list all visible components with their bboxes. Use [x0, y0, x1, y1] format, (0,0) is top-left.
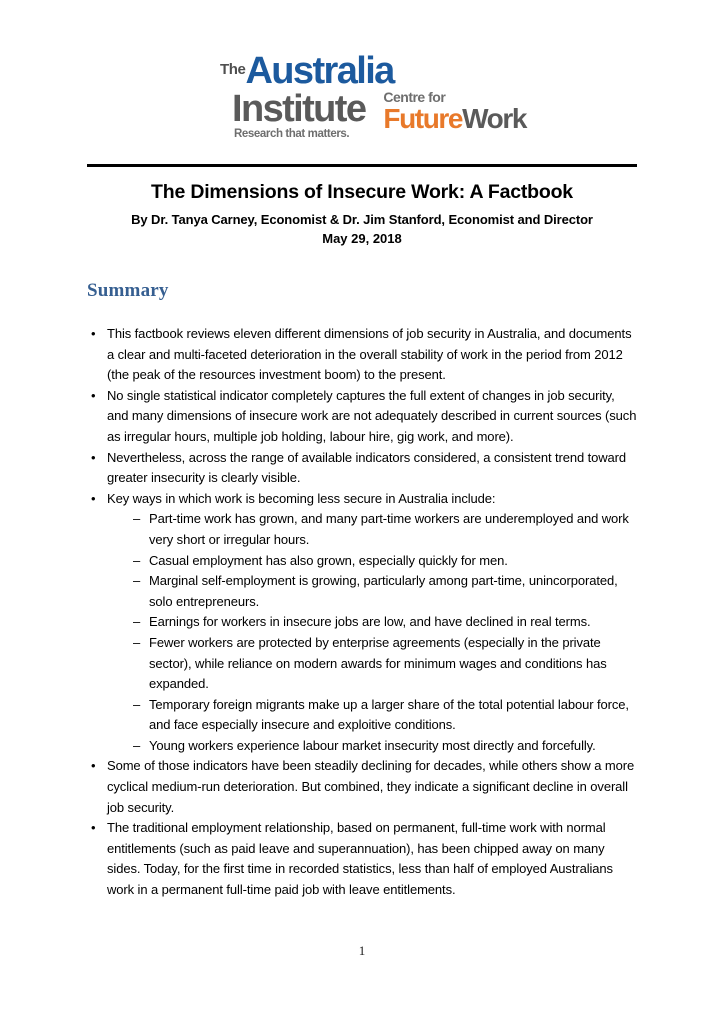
dash-marker-icon: – [133, 573, 141, 589]
list-item [87, 448, 639, 489]
logo-header [0, 52, 724, 144]
list-item [133, 571, 639, 612]
australia-institute-logo [212, 50, 526, 144]
dash-marker-icon: – [133, 696, 141, 712]
logo-centre-for-text: Centre for [383, 89, 446, 105]
list-item [87, 324, 639, 386]
logo-tagline-text: Research that matters. [234, 128, 350, 140]
bullet-marker-icon: • [91, 758, 96, 774]
logo-institute-text: Institute [232, 88, 366, 130]
logo-line-australia [212, 52, 512, 92]
logo-australia-text: Australia [245, 50, 394, 92]
logo-institute-block [212, 90, 365, 141]
authors-line: By Dr. Tanya Carney, Economist & Dr. Jim Stanford, Economist and Director [131, 212, 593, 228]
summary-bullet-list [87, 324, 639, 901]
dash-marker-icon: – [133, 614, 141, 630]
publication-date: May 29, 2018 [322, 231, 402, 247]
list-item [133, 736, 639, 757]
dash-marker-icon: – [133, 634, 141, 650]
list-item [133, 509, 639, 550]
list-item [87, 489, 639, 510]
list-item [87, 818, 639, 900]
list-item-text: Earnings for workers in insecure jobs are low, and have declined in real terms. [149, 614, 591, 630]
list-item-text: No single statistical indicator completely captures the full extent of changes in job security, and many dimensions of insecure work are not adequately described in current sources (such as irregular hours, multiple job holding, labour hire, gig work, and more). [107, 387, 637, 444]
list-item [133, 633, 639, 695]
summary-sub-bullet-list [87, 509, 639, 756]
logo-future-text: Future [383, 103, 463, 134]
list-item-text: Temporary foreign migrants make up a larger share of the total potential labour force, and face especially insecure and exploitive conditions. [149, 696, 629, 733]
list-item-text: Key ways in which work is becoming less secure in Australia include: [107, 490, 496, 506]
title-block [87, 180, 637, 249]
logo-work-text: Work [462, 103, 526, 134]
list-item [133, 612, 639, 633]
list-item-text: Young workers experience labour market insecurity most directly and forcefully. [149, 737, 596, 753]
list-item [87, 756, 639, 818]
dash-marker-icon: – [133, 552, 141, 568]
list-item [133, 695, 639, 736]
list-item-text: This factbook reviews eleven different dimensions of job security in Australia, and documents a clear and multi-faceted deterioration in the overall stability of work in the period from 2012 (the peak of the resources investment boom) to the present. [107, 326, 632, 383]
bullet-marker-icon: • [91, 490, 96, 506]
summary-heading: Summary [87, 280, 169, 301]
logo-line-institute-centre [212, 88, 526, 141]
list-item-text: Casual employment has also grown, especially quickly for men. [149, 552, 508, 568]
logo-future-work-text [383, 105, 526, 133]
header-divider-rule [87, 164, 637, 167]
bullet-marker-icon: • [91, 820, 96, 836]
page-title: The Dimensions of Insecure Work: A Factbook [151, 181, 573, 203]
bullet-marker-icon: • [91, 449, 96, 465]
bullet-marker-icon: • [91, 387, 96, 403]
dash-marker-icon: – [133, 737, 141, 753]
dash-marker-icon: – [133, 511, 141, 527]
list-item-text: Part-time work has grown, and many part-time workers are underemployed and work very short or irregular hours. [149, 511, 629, 547]
list-item-text: The traditional employment relationship, based on permanent, full-time work with normal entitlements (such as paid leave and superannuation), has been chipped away on many sides. Today, for the first time in recorded statistics, less than half of employed Australians work in a permanent full-time paid job with leave entitlements. [107, 820, 613, 898]
list-item-text: Marginal self-employment is growing, particularly among part-time, unincorporated, solo entrepreneurs. [149, 573, 618, 609]
bullet-marker-icon: • [91, 326, 96, 341]
logo-centre-for-future-work-block [383, 90, 526, 133]
list-item [87, 386, 639, 448]
logo-the-text: The [220, 61, 246, 78]
page-number: 1 [358, 943, 366, 958]
list-item-text: Some of those indicators have been steadily declining for decades, while others show a more cyclical medium-run deterioration. But combined, they indicate a significant decline in overall job security. [107, 758, 635, 815]
list-item [133, 551, 639, 572]
list-item-text: Nevertheless, across the range of available indicators considered, a consistent trend toward greater insecurity is clearly visible. [107, 449, 627, 486]
list-item-text: Fewer workers are protected by enterprise agreements (especially in the private sector), while reliance on modern awards for minimum wages and conditions has expanded. [149, 634, 607, 692]
summary-body [87, 324, 639, 901]
